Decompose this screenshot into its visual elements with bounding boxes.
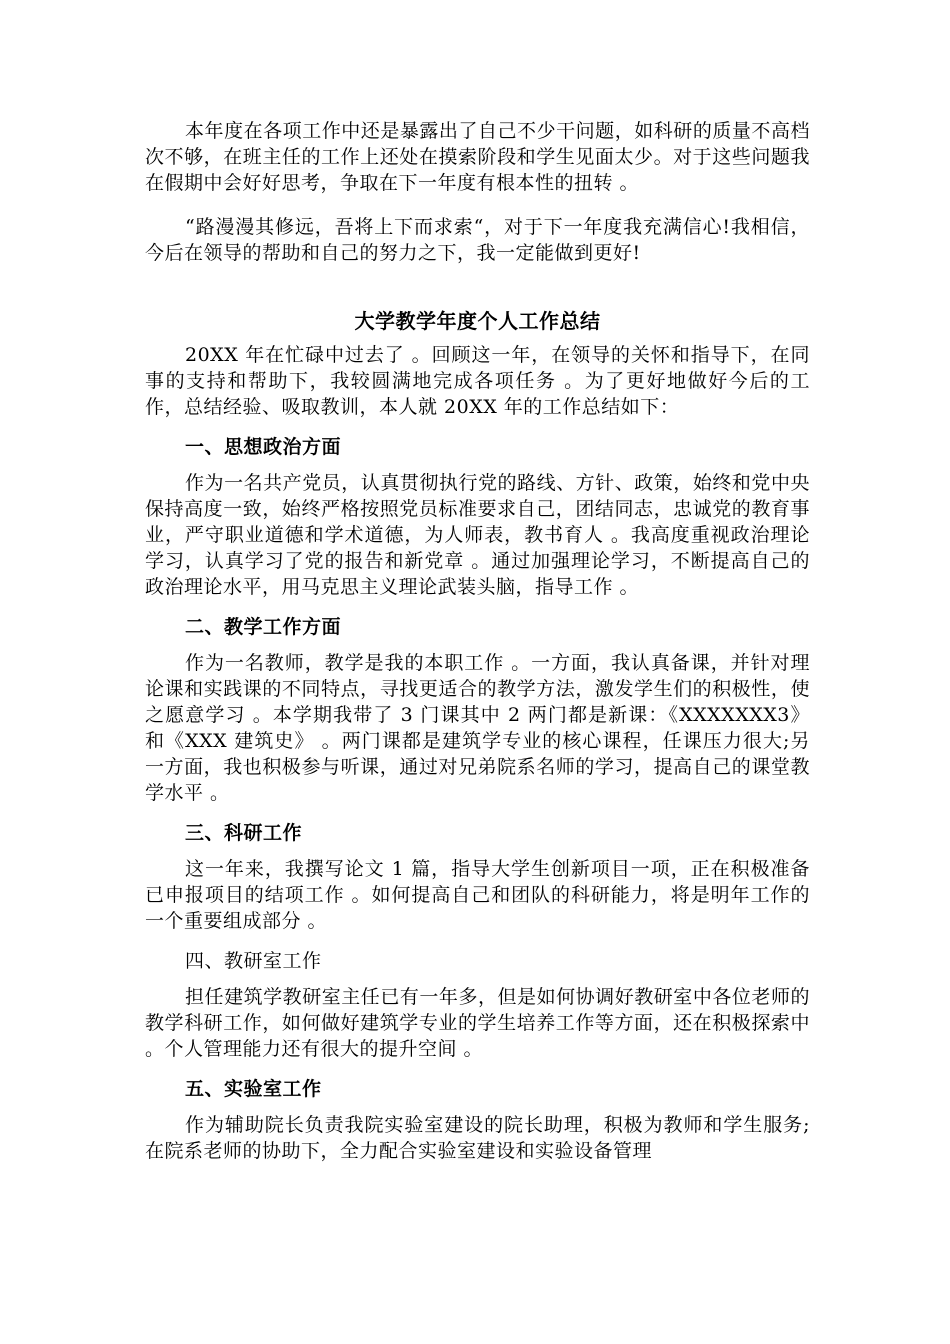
section-body-teaching-office: 担任建筑学教研室主任已有一年多，但是如何协调好教研室中各位老师的教学科研工作，如何做好建筑学专业的学生培养工作等方面，还在积极探索中 。个人管理能力还有很大的提升空间 。: [145, 986, 810, 1060]
section-body-research: 这一年来，我撰写论文 1 篇，指导大学生创新项目一项，正在积极准备已申报项目的结项工作 。如何提高自己和团队的科研能力，将是明年工作的一个重要组成部分 。: [145, 858, 810, 932]
document-title: 大学教学年度个人工作总结: [354, 309, 601, 333]
section-heading-teaching-office: 四、教研室工作: [185, 950, 322, 972]
section-body-politics: 作为一名共产党员，认真贯彻执行党的路线、方针、政策，始终和党中央保持高度一致，始终严格按照党员标准要求自己，团结同志，忠诚党的教育事业，严守职业道德和学术道德，为人师表，教书育人 。我高度重视政治理论学习，认真学习了党的报告和新党章 。通过加强理论学习，不断提高自己的政治理论水平，用马克思主义理论武装头脑，指导工作 。: [145, 472, 810, 598]
intro-paragraph-1: 本年度在各项工作中还是暴露出了自己不少干问题，如科研的质量不高档次不够，在班主任的工作上还处在摸索阶段和学生见面太少。对于这些问题我在假期中会好好思考，争取在下一年度有根本性的扭转 。: [145, 120, 810, 194]
section-heading-laboratory: 五、实验室工作: [185, 1078, 322, 1100]
section-heading-teaching: 二、教学工作方面: [185, 616, 342, 638]
section-body-laboratory: 作为辅助院长负责我院实验室建设的院长助理，积极为教师和学生服务;在院系老师的协助下，全力配合实验室建设和实验设备管理: [145, 1114, 810, 1162]
opening-paragraph: 20XX 年在忙碌中过去了 。回顾这一年，在领导的关怀和指导下，在同事的支持和帮助下，我较圆满地完成各项任务 。为了更好地做好今后的工作，总结经验、吸取教训，本人就 20XX 年的工作总结如下：: [145, 344, 810, 418]
section-heading-research: 三、科研工作: [185, 822, 303, 844]
document-body: [145, 118, 810, 1164]
section-body-teaching: 作为一名教师，教学是我的本职工作 。一方面，我认真备课，并针对理论课和实践课的不同特点，寻找更适合的教学方法，激发学生们的积极性，使之愿意学习 。本学期我带了 3 门课其中 2 两门都是新课：《XXXXXXX3》和《XXX 建筑史》 。两门课都是建筑学专业的核心课程，任课压力很大;另一方面，我也积极参与听课，通过对兄弟院系名师的学习，提高自己的课堂教学水平 。: [145, 652, 810, 804]
section-heading-politics: 一、思想政治方面: [185, 436, 342, 458]
intro-paragraph-2: “路漫漫其修远，吾将上下而求索“，对于下一年度我充满信心!我相信，今后在领导的帮助和自己的努力之下，我一定能做到更好!: [145, 216, 810, 264]
